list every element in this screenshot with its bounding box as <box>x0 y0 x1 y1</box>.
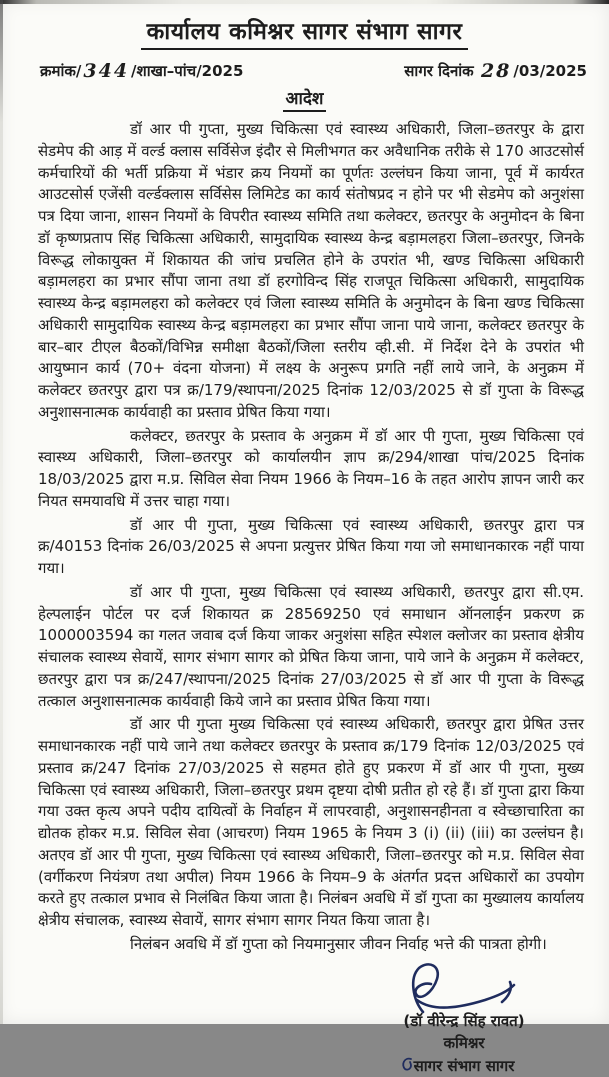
office-title: कार्यालय कमिश्नर सागर संभाग सागर <box>141 14 469 50</box>
reference-number-line <box>40 59 243 81</box>
document-header <box>0 0 609 50</box>
scan-left-edge-artifact <box>0 0 3 1024</box>
signatory-office: सागर संभाग सागर <box>414 1057 515 1075</box>
order-body <box>0 112 609 956</box>
paragraph-subsistence-allowance: निलंबन अवधि में डॉ गुप्ता को नियमानुसार जीवन निर्वाह भत्ते की पात्रता होगी। <box>38 934 584 956</box>
ink-mark-icon <box>400 1056 414 1073</box>
signature-block <box>345 960 583 1077</box>
order-heading-wrap <box>0 86 609 112</box>
place-date-label: सागर दिनांक <box>404 62 473 80</box>
signatory-designation: कमिश्नर <box>345 1032 583 1055</box>
place-date-line <box>404 59 587 81</box>
reference-number-handwritten: 344 <box>81 60 131 82</box>
order-heading: आदेश <box>283 86 327 112</box>
signatory-name: (डॉ वीरेन्द्र सिंह रावत) <box>345 1010 583 1033</box>
paragraph-charge-memo: कलेक्टर, छतरपुर के प्रस्ताव के अनुक्रम में डॉ आर पी गुप्ता, मुख्य चिकित्सा एवं स्वास्थ्य अधिकारी, जिला–छतरपुर को कार्यालयीन ज्ञाप क्र/294/शाखा पांच/2025 दिनांक 18/03/2025 द्वारा म.प्र. सिविल सेवा नियम 1966 के नियम–16 के तहत आरोप ज्ञापन जारी कर नियत समयावधि में उत्तर चाहा गया। <box>38 426 584 513</box>
date-rest: /03/2025 <box>513 62 587 80</box>
paragraph-suspension-order: डॉ आर पी गुप्ता मुख्य चिकित्सा एवं स्वास्थ्य अधिकारी, छतरपुर द्वारा प्रेषित उत्तर समाधानकारक नहीं पाये जाने तथा कलेक्टर छतरपुर के प्रस्ताव क्र/179 दिनांक 12/03/2025 एवं प्रस्ताव क्र/247 दिनांक 27/03/2025 से सहमत होते हुए प्रकरण में डॉ आर पी गुप्ता, मुख्य चिकित्सा एवं स्वास्थ्य अधिकारी, जिला–छतरपुर प्रथम दृष्टया दोषी प्रतीत हो रहे हैं। डॉ गुप्ता द्वारा किया गया उक्त कृत्य अपने पदीय दायित्वों के निर्वाहन में लापरवाही, अनुशासनहीनता व स्वेच्छाचारिता का द्योतक होकर म.प्र. सिविल सेवा (आचरण) नियम 1965 के नियम 3 (i) (ii) (iii) का उल्लंघन है। अतएव डॉ आर पी गुप्ता, मुख्य चिकित्सा एवं स्वास्थ्य अधिकारी, जिला–छतरपुर को म.प्र. सिविल सेवा (वर्गीकरण नियंत्रण तथा अपील) नियम 1966 के नियम–9 के अंतर्गत प्रदत्त अधिकारों का उपयोग करते हुए तत्काल प्रभाव से निलंबित किया जाता है। निलंबन अवधि में डॉ गुप्ता का मुख्यालय कार्यालय क्षेत्रीय संचालक, स्वास्थ्य सेवायें, सागर संभाग सागर नियत किया जाता है। <box>38 714 584 932</box>
paragraph-cm-helpline: डॉ आर पी गुप्ता, मुख्य चिकित्सा एवं स्वास्थ्य अधिकारी, छतरपुर द्वारा सी.एम. हेल्पलाईन पोर्टल पर दर्ज शिकायत क्र 28569250 एवं समाधान ऑनलाईन प्रकरण क्र 1000003594 का गलत जवाब दर्ज किया जाकर अनुशंसा सहित स्पेशल क्लोजर का प्रस्ताव क्षेत्रीय संचालक स्वास्थ्य सेवायें, सागर संभाग सागर को प्रेषित किया जाना, पाये जाने के अनुक्रम में कलेक्टर, छतरपुर द्वारा पत्र क्र/247/स्थापना/2025 दिनांक 27/03/2025 से डॉ आर पी गुप्ता के विरूद्ध तत्काल अनुशासनात्मक कार्यवाही किये जाने का प्रस्ताव प्रेषित किया गया। <box>38 582 584 713</box>
reference-label: क्रमांक/ <box>40 62 81 80</box>
reference-date-row <box>0 50 609 81</box>
scan-top-edge-artifact <box>0 0 609 4</box>
reference-suffix: /शाखा–पांच/2025 <box>131 62 243 80</box>
paragraph-allegations: डॉ आर पी गुप्ता, मुख्य चिकित्सा एवं स्वास्थ्य अधिकारी, जिला–छतरपुर के द्वारा सेडमेप की आड़ में वर्ल्ड क्लास सर्विसेज इंदौर से मिलीभगत कर अवैधानिक तरीके से 170 आउटसोर्स कर्मचारियों की भर्ती प्रक्रिया में भंडार क्रय नियमों का पूर्णतः उल्लंघन किया जाना, पूर्व में कार्यरत आउटसोर्स एजेंसी वर्ल्डक्लास सर्विसेस लिमिटेड का कार्य संतोषप्रद न होने पर भी सेडमेप को अनुशंसा पत्र दिया जाना, शासन नियमों के विपरीत स्वास्थ्य समिति तथा कलेक्टर, छतरपुर के अनुमोदन के बिना डॉ कृष्णप्रताप सिंह चिकित्सा अधिकारी, सामुदायिक स्वास्थ्य केन्द्र बड़ामलहरा जिला–छतरपुर, जिनके विरूद्ध लोकायुक्त में शिकायत की जांच प्रचलित होने के उपरांत भी, खण्ड चिकित्सा अधिकारी बड़ामलहरा का प्रभार सौंपा जाना तथा डॉ हरगोविन्द सिंह राजपूत चिकित्सा अधिकारी, सामुदायिक स्वास्थ्य केन्द्र बड़ामलहरा को कलेक्टर एवं जिला स्वास्थ्य समिति के अनुमोदन के बिना खण्ड चिकित्सा अधिकारी सामुदायिक स्वास्थ्य केन्द्र बड़ामलहरा का प्रभार सौंपा जाना पाये जाना, कलेक्टर छतरपुर के बार–बार टीएल बैठकों/विभिन्न समीक्षा बैठकों/जिला स्तरीय व्ही.सी. में निर्देश देने के उपरांत भी आयुष्मान कार्य (70+ वंदना योजना) में लक्ष्य के अनुरूप प्रगति नहीं लाये जाने, के अनुक्रम में कलेक्टर छतरपुर द्वारा पत्र क्र/179/स्थापना/2025 दिनांक 12/03/2025 से डॉ गुप्ता के विरूद्ध अनुशासनात्मक कार्यवाही का प्रस्ताव प्रेषित किया गया। <box>38 119 584 424</box>
paragraph-reply-received: डॉ आर पी गुप्ता, मुख्य चिकित्सा एवं स्वास्थ्य अधिकारी, छतरपुर द्वारा पत्र क्र/40153 दिनांक 26/03/2025 से अपना प्रत्युत्तर प्रेषित किया गया जो समाधानकारक नहीं पाया गया। <box>38 515 584 580</box>
signatory-office-line <box>414 1055 515 1077</box>
date-day-handwritten: 28 <box>479 60 513 82</box>
